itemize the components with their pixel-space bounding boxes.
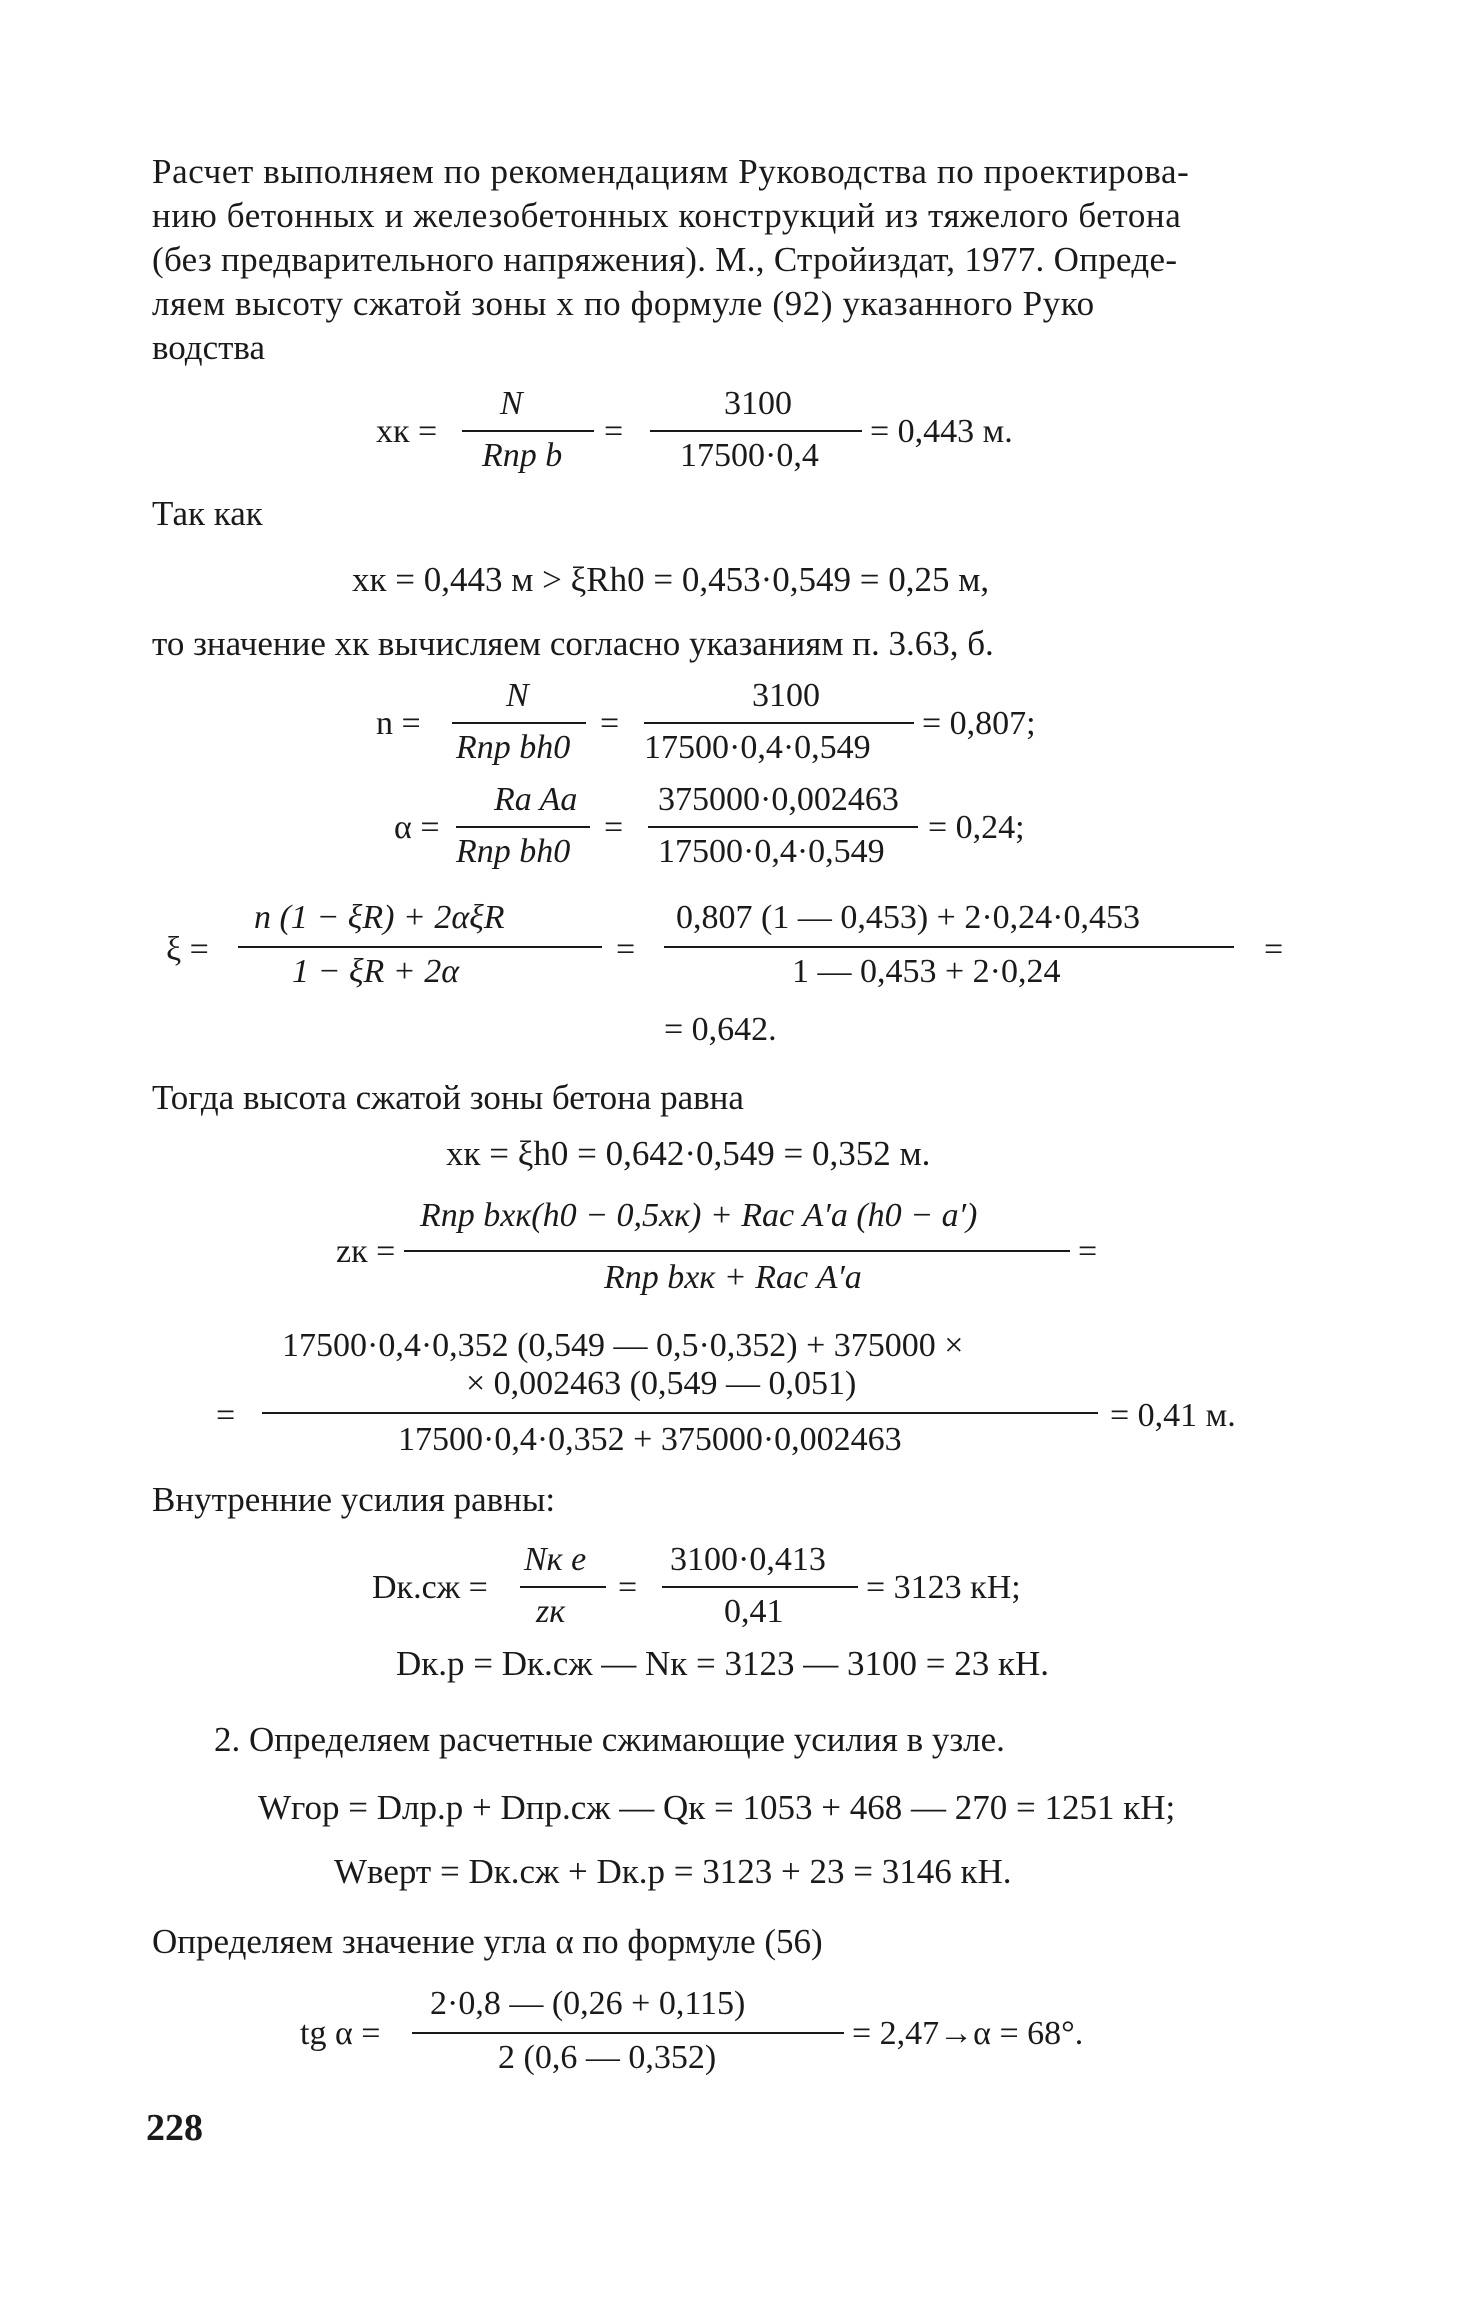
formula-lhs: xк = xyxy=(376,413,438,450)
equals-sign: = xyxy=(216,1397,236,1434)
formula-result: = 2,47→α = 68°. xyxy=(852,2015,1084,2052)
fraction-numerator: 0,807 (1 — 0,453) + 2·0,24·0,453 xyxy=(676,899,1140,936)
fraction-numerator: Ra Aa xyxy=(494,781,578,818)
fraction-bar xyxy=(520,1586,606,1588)
fraction-numerator: Nк e xyxy=(524,1541,587,1578)
formula-w-vert: Wверт = Dк.сж + Dк.р = 3123 + 23 = 3146 кН. xyxy=(334,1852,1012,1891)
paragraph-1-line-4: ляем высоту сжатой зоны x по формуле (92) указанного Руко xyxy=(152,284,1095,323)
formula-result: = 0,41 м. xyxy=(1110,1397,1236,1434)
equals-sign: = xyxy=(604,413,624,450)
fraction-numerator: N xyxy=(500,385,523,422)
paragraph-1-line-2: нию бетонных и железобетонных конструкций из тяжелого бетона xyxy=(152,196,1182,235)
fraction-denominator: 17500·0,4 xyxy=(680,437,819,474)
equals-sign: = xyxy=(618,1569,638,1606)
fraction-denominator: 17500·0,4·0,549 xyxy=(644,729,871,766)
formula-lhs: zк = xyxy=(336,1233,396,1270)
fraction-denominator: Rпр b xyxy=(482,437,563,474)
formula-lhs: ξ = xyxy=(166,931,209,968)
fraction-bar xyxy=(662,1586,858,1588)
fraction-numerator: N xyxy=(506,677,529,714)
formula-result: = 0,642. xyxy=(664,1011,777,1048)
formula-dkr: Dк.р = Dк.сж — Nк = 3123 — 3100 = 23 кН. xyxy=(396,1644,1050,1683)
formula-result: = 0,24; xyxy=(928,809,1025,846)
fraction-bar xyxy=(644,722,914,724)
formula-lhs: Dк.сж = xyxy=(372,1569,488,1606)
paragraph-5: Определяем значение угла α по формуле (56) xyxy=(152,1922,823,1961)
equals-sign: = xyxy=(616,931,636,968)
fraction-bar xyxy=(452,722,586,724)
fraction-bar xyxy=(456,826,590,828)
fraction-denominator: Rпр bh0 xyxy=(456,833,571,870)
paragraph-1-line-5: водства xyxy=(152,328,266,367)
fraction-denominator: 1 − ξR + 2α xyxy=(292,953,460,990)
fraction-bar xyxy=(650,430,862,432)
formula-result: = 0,807; xyxy=(922,705,1036,742)
fraction-denominator: 17500·0,4·0,352 + 375000·0,002463 xyxy=(398,1421,902,1458)
fraction-numerator: n (1 − ξR) + 2αξR xyxy=(254,899,505,936)
fraction-numerator: Rпр bxк(h0 − 0,5xк) + Rас A′a (h0 − a′) xyxy=(420,1197,978,1234)
fraction-denominator: zк xyxy=(536,1593,566,1630)
page-number: 228 xyxy=(146,2107,203,2149)
fraction-numerator: 375000·0,002463 xyxy=(658,781,899,818)
fraction-bar xyxy=(404,1250,1070,1252)
fraction-denominator: Rпр bxк + Rас A′a xyxy=(604,1259,862,1296)
formula-w-gor: Wгор = Dлр.р + Dпр.сж — Qк = 1053 + 468 — 270 = 1251 кН; xyxy=(258,1788,1176,1827)
fraction-bar xyxy=(462,430,594,432)
fraction-numerator: 3100·0,413 xyxy=(670,1541,826,1578)
fraction-denominator: 17500·0,4·0,549 xyxy=(658,833,885,870)
item-2-heading: 2. Определяем расчетные сжимающие усилия в узле. xyxy=(214,1720,1005,1759)
paragraph-4: Внутренние усилия равны: xyxy=(152,1480,556,1519)
fraction-denominator: 2 (0,6 — 0,352) xyxy=(498,2039,717,2076)
equals-sign: = xyxy=(1264,931,1284,968)
fraction-bar xyxy=(412,2032,844,2034)
paragraph-1-line-1: Расчет выполняем по рекомендациям Руководства по проектирова- xyxy=(152,152,1190,191)
fraction-numerator-line-2: × 0,002463 (0,549 — 0,051) xyxy=(466,1365,857,1402)
fraction-bar xyxy=(648,826,918,828)
formula-xk-compare: xк = 0,443 м > ξRh0 = 0,453·0,549 = 0,25 м, xyxy=(352,560,990,599)
text-tak-kak: Так как xyxy=(152,494,263,533)
fraction-bar xyxy=(238,946,602,948)
paragraph-3: Тогда высота сжатой зоны бетона равна xyxy=(152,1078,744,1117)
fraction-denominator: Rпр bh0 xyxy=(456,729,571,766)
formula-lhs: α = xyxy=(394,809,440,846)
fraction-numerator: 2·0,8 — (0,26 + 0,115) xyxy=(430,1985,746,2022)
fraction-denominator: 0,41 xyxy=(724,1593,784,1630)
formula-lhs: tg α = xyxy=(300,2015,381,2052)
formula-xk-value: xк = ξh0 = 0,642·0,549 = 0,352 м. xyxy=(446,1134,931,1173)
fraction-denominator: 1 — 0,453 + 2·0,24 xyxy=(792,953,1061,990)
paragraph-1-line-3: (без предварительного напряжения). М., Стройиздат, 1977. Опреде- xyxy=(152,240,1178,279)
equals-sign: = xyxy=(604,809,624,846)
formula-result: = 3123 кН; xyxy=(866,1569,1021,1606)
equals-sign: = xyxy=(1078,1233,1098,1270)
formula-result: = 0,443 м. xyxy=(870,413,1013,450)
fraction-bar xyxy=(664,946,1234,948)
paragraph-2: то значение xк вычисляем согласно указаниям п. 3.63, б. xyxy=(152,624,994,663)
formula-lhs: n = xyxy=(376,705,421,742)
fraction-bar xyxy=(262,1412,1098,1414)
fraction-numerator-line-1: 17500·0,4·0,352 (0,549 — 0,5·0,352) + 375000 × xyxy=(282,1327,964,1364)
equals-sign: = xyxy=(600,705,620,742)
fraction-numerator: 3100 xyxy=(752,677,820,714)
fraction-numerator: 3100 xyxy=(724,385,792,422)
